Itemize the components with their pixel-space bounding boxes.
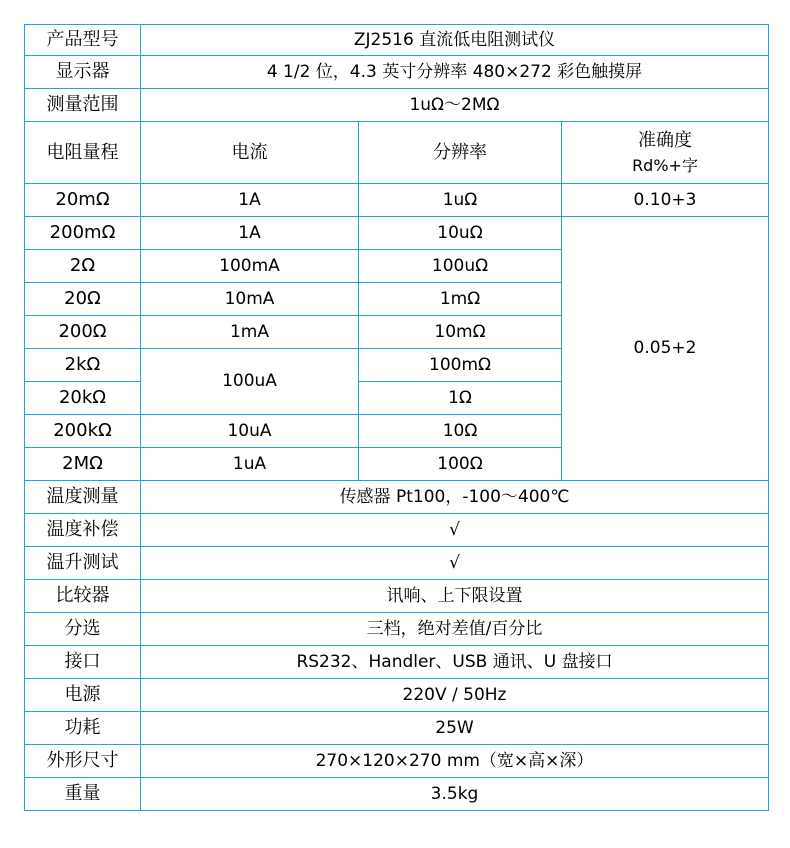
resolution-cell: 10mΩ xyxy=(359,316,562,349)
value-consumption: 25W xyxy=(141,712,769,745)
value-sorting: 三档，绝对差值/百分比 xyxy=(141,613,769,646)
label-temp-rise: 温升测试 xyxy=(25,547,141,580)
range-cell: 200kΩ xyxy=(25,415,141,448)
range-cell: 2Ω xyxy=(25,250,141,283)
head-range: 电阻量程 xyxy=(25,122,141,184)
current-cell: 1mA xyxy=(141,316,359,349)
label-display: 显示器 xyxy=(25,56,141,89)
accuracy-cell: 0.10+3 xyxy=(562,184,769,217)
value-power: 220V / 50Hz xyxy=(141,679,769,712)
label-consumption: 功耗 xyxy=(25,712,141,745)
table-row xyxy=(25,184,769,217)
accuracy-cell: 0.05+2 xyxy=(562,217,769,481)
value-temp-measure: 传感器 Pt100，-100～400℃ xyxy=(141,481,769,514)
head-current: 电流 xyxy=(141,122,359,184)
label-dimensions: 外形尺寸 xyxy=(25,745,141,778)
table-row xyxy=(25,217,769,250)
value-weight: 3.5kg xyxy=(141,778,769,811)
row-range xyxy=(25,89,769,122)
value-model: ZJ2516 直流低电阻测试仪 xyxy=(141,25,769,56)
row-range-head xyxy=(25,122,769,184)
label-model: 产品型号 xyxy=(25,25,141,56)
row-temp-rise xyxy=(25,547,769,580)
row-dimensions xyxy=(25,745,769,778)
head-accuracy-label: 准确度 xyxy=(638,129,692,151)
resolution-cell: 10Ω xyxy=(359,415,562,448)
row-power xyxy=(25,679,769,712)
current-cell: 100uA xyxy=(141,349,359,415)
label-range: 测量范围 xyxy=(25,89,141,122)
label-temp-comp: 温度补偿 xyxy=(25,514,141,547)
label-comparator: 比较器 xyxy=(25,580,141,613)
range-cell: 200Ω xyxy=(25,316,141,349)
row-temp-comp xyxy=(25,514,769,547)
value-dimensions: 270×120×270 mm（宽×高×深） xyxy=(141,745,769,778)
label-interface: 接口 xyxy=(25,646,141,679)
head-resolution: 分辨率 xyxy=(359,122,562,184)
current-cell: 1A xyxy=(141,184,359,217)
row-comparator xyxy=(25,580,769,613)
range-cell: 2MΩ xyxy=(25,448,141,481)
value-display: 4 1/2 位，4.3 英寸分辨率 480×272 彩色触摸屏 xyxy=(141,56,769,89)
row-weight xyxy=(25,778,769,811)
resolution-cell: 1Ω xyxy=(359,382,562,415)
range-cell: 200mΩ xyxy=(25,217,141,250)
row-model xyxy=(25,25,769,56)
label-power: 电源 xyxy=(25,679,141,712)
range-cell: 20Ω xyxy=(25,283,141,316)
row-sorting xyxy=(25,613,769,646)
range-cell: 20kΩ xyxy=(25,382,141,415)
resolution-cell: 100uΩ xyxy=(359,250,562,283)
value-temp-rise: √ xyxy=(141,547,769,580)
resolution-cell: 100Ω xyxy=(359,448,562,481)
value-comparator: 讯响、上下限设置 xyxy=(141,580,769,613)
row-consumption xyxy=(25,712,769,745)
head-accuracy xyxy=(562,122,769,184)
range-cell: 20mΩ xyxy=(25,184,141,217)
current-cell: 10mA xyxy=(141,283,359,316)
row-display xyxy=(25,56,769,89)
current-cell: 1uA xyxy=(141,448,359,481)
resolution-cell: 10uΩ xyxy=(359,217,562,250)
head-accuracy-sub: Rd%+字 xyxy=(632,155,698,175)
resolution-cell: 100mΩ xyxy=(359,349,562,382)
value-temp-comp: √ xyxy=(141,514,769,547)
current-cell: 100mA xyxy=(141,250,359,283)
row-temp-measure xyxy=(25,481,769,514)
label-weight: 重量 xyxy=(25,778,141,811)
resolution-cell: 1uΩ xyxy=(359,184,562,217)
resolution-cell: 1mΩ xyxy=(359,283,562,316)
row-interface xyxy=(25,646,769,679)
label-temp-measure: 温度测量 xyxy=(25,481,141,514)
value-interface: RS232、Handler、USB 通讯、U 盘接口 xyxy=(141,646,769,679)
range-cell: 2kΩ xyxy=(25,349,141,382)
value-range: 1uΩ～2MΩ xyxy=(141,89,769,122)
spec-table xyxy=(24,24,769,811)
current-cell: 1A xyxy=(141,217,359,250)
current-cell: 10uA xyxy=(141,415,359,448)
label-sorting: 分选 xyxy=(25,613,141,646)
